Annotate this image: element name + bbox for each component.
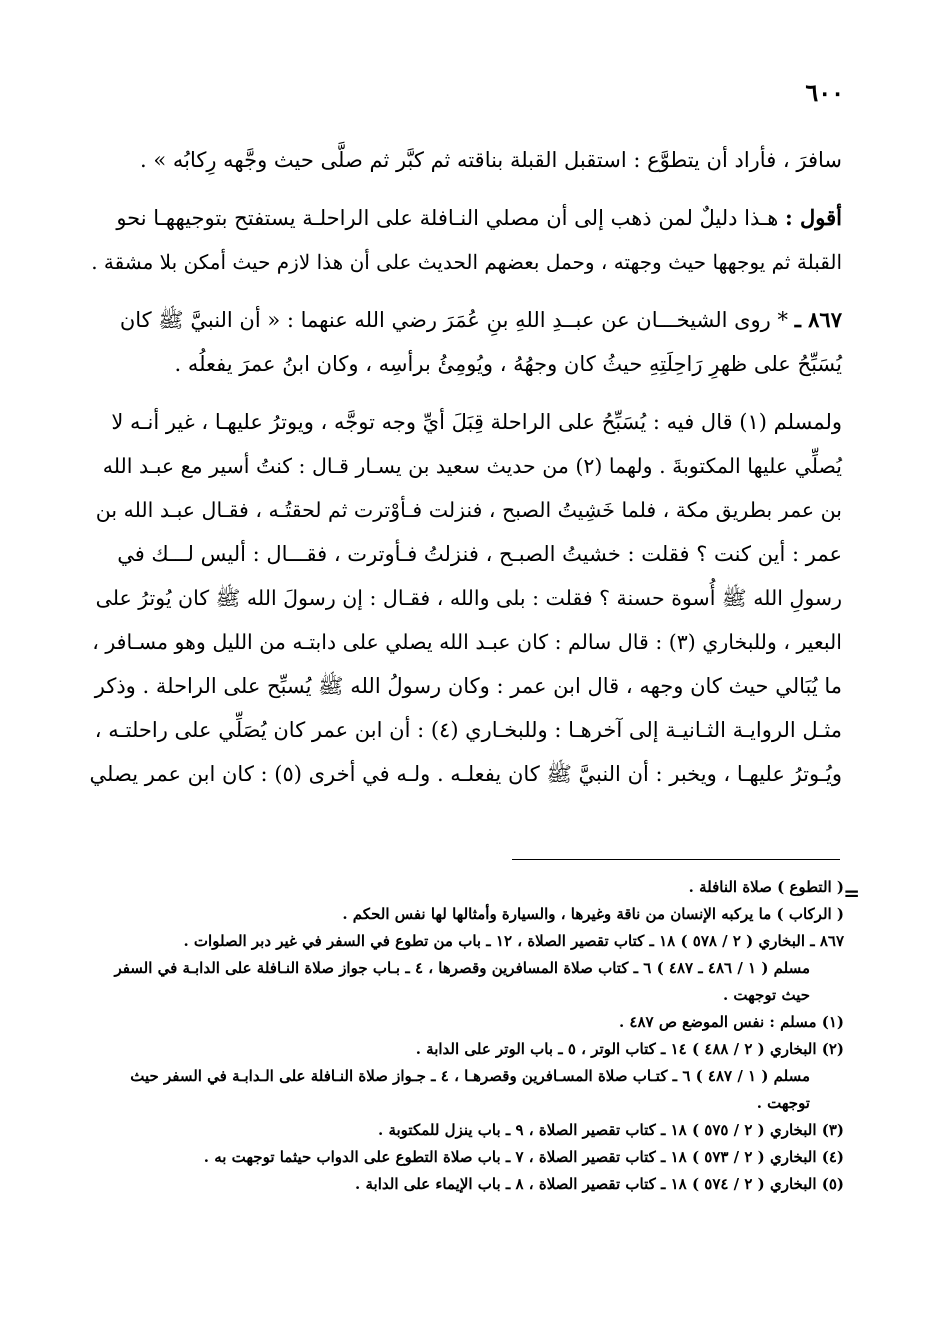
footnote-line: ( الركاب ) ما يركبه الإنسان من ناقة وغيرها ، والسيارة وأمثالها لها نفس الحكم . xyxy=(342,905,844,923)
continuation-mark: = xyxy=(843,881,860,905)
footnote-line: (١) مسلم : نفس الموضع ص ٤٨٧ . xyxy=(618,1013,844,1031)
paragraph-3 xyxy=(90,298,842,386)
footnote-line: ( التطوع ) صلاة النافلة . xyxy=(688,878,844,896)
footnote-line: ٨٦٧ ـ البخاري ( ٢ / ٥٧٨ ) ١٨ ـ كتاب تقصير الصلاة ، ١٢ ـ باب من تطوع في السفر في غير دبر الصلوات . xyxy=(183,932,844,950)
text-line-content: * روى الشيخـــان عن عبــدِ اللهِ بنِ عُمَرَ رضي الله عنهما : « أن النبيَّ ﷺ كان xyxy=(119,308,788,332)
paragraph-lead: أقول : xyxy=(784,205,842,230)
text-line xyxy=(90,298,842,342)
text-line: البعير ، وللبخاري (٣) : قال سالم : كان عبـد الله يصلي على دابتـه من الليل وهو مسـافر ، xyxy=(92,630,842,654)
footnote-line: (٣) البخاري ( ٢ / ٥٧٥ ) ١٨ ـ كتاب تقصير الصلاة ، ٩ ـ باب ينزل للمكتوبة . xyxy=(378,1121,844,1139)
text-line: ولمسلم (١) قال فيه : يُسَبِّحُ على الراحلة قِبَلَ أيِّ وجه توجَّه ، ويوترُ عليهـا ، غير أنـه لا xyxy=(111,410,842,434)
paragraph-1 xyxy=(90,138,842,182)
text-line: القبلة ثم يوجهها حيث وجهته ، وحمل بعضهم الحديث على أن هذا لازم حيث أمكن بلا مشقة . xyxy=(91,250,842,274)
text-line: بن عمر بطريق مكة ، فلما خَشِيتُ الصبح ، فنزلت فـأوْترت ثم لحقتُـه ، فقـال عبـد الله بن xyxy=(95,498,842,522)
footnotes xyxy=(96,874,844,1198)
text-line: يُسَبِّحُ على ظهرِ رَاحِلَتِهِ حيثُ كان وجهُهُ ، ويُومِئُ برأسِه ، وكان ابنُ عمرَ يفعلُه . xyxy=(174,352,842,376)
footnote-line: مسلم ( ١ / ٤٨٦ ـ ٤٨٧ ) ٦ ـ كتاب صلاة المسافرين وقصرها ، ٤ ـ بـاب جواز صلاة النـافلة على الدابـة في السفر xyxy=(114,959,810,977)
footnote-line: (٤) البخاري ( ٢ / ٥٧٣ ) ١٨ ـ كتاب تقصير الصلاة ، ٧ ـ باب صلاة التطوع على الدواب حيثما توجهت به . xyxy=(203,1148,844,1166)
footnote-line: مسلم ( ١ / ٤٨٧ ) ٦ ـ كتـاب صلاة المسـافرين وقصرهـا ، ٤ ـ جـواز صلاة النـافلة على الـدابـة في السفر حيث xyxy=(130,1067,810,1085)
footnote-divider xyxy=(512,859,840,860)
text-line: ما يُبَالي حيث كان وجهه ، قال ابن عمر : وكان رسولُ الله ﷺ يُسبِّح على الراحلة . وذكر xyxy=(94,674,842,698)
text-line: عمر : أين كنت ؟ فقلت : خشيتُ الصبـح ، فنزلتُ فـأوترت ، فقـــال : أليس لـــك في xyxy=(117,542,842,566)
footnote-line: حيث توجهت . xyxy=(722,986,810,1004)
text-line: مثـل الروايـة الثـانيـة إلى آخرهـا : وللبخـاري (٤) : أن ابن عمر كان يُصَلِّي على راحلتـه ، xyxy=(94,718,842,742)
text-line xyxy=(90,196,842,240)
text-line-content: هـذا دليلٌ لمن ذهب إلى أن مصلي النـافلة على الراحلـة يستفتح بتوجيههـا نحو xyxy=(116,206,779,230)
footnote-line: توجهت . xyxy=(756,1094,810,1112)
text-line: ويُـوترُ عليهـا ، ويخبر : أن النبيَّ ﷺ كان يفعلـه . ولـه في أخرى (٥) : كان ابن عمر يصلي xyxy=(89,762,842,786)
text-line: يُصلِّي عليها المكتوبةَ . ولهما (٢) من حديث سعيد بن يسـار قـال : كنتُ أسير مع عبـد الله xyxy=(102,454,842,478)
hadith-number: ٨٦٧ ـ xyxy=(794,307,842,332)
text-line: سافرَ ، فأراد أن يتطوَّع : استقبل القبلة بناقته ثم كبَّر ثم صلَّى حيث وجَّهه رِكابُه » . xyxy=(139,148,842,172)
footnote-line: (٢) البخاري ( ٢ / ٤٨٨ ) ١٤ ـ كتاب الوتر ، ٥ ـ باب الوتر على الدابة . xyxy=(415,1040,844,1058)
paragraph-4 xyxy=(90,400,842,796)
page-number: ٦٠٠ xyxy=(805,78,844,107)
footnote-line: (٥) البخاري ( ٢ / ٥٧٤ ) ١٨ ـ كتاب تقصير الصلاة ، ٨ ـ باب الإيماء على الدابة . xyxy=(355,1175,844,1193)
main-text xyxy=(90,138,842,810)
text-line: رسولِ الله ﷺ أُسوة حسنة ؟ فقلت : بلى والله ، فقـال : إن رسولَ الله ﷺ كان يُوترُ على xyxy=(95,586,842,610)
paragraph-2 xyxy=(90,196,842,284)
